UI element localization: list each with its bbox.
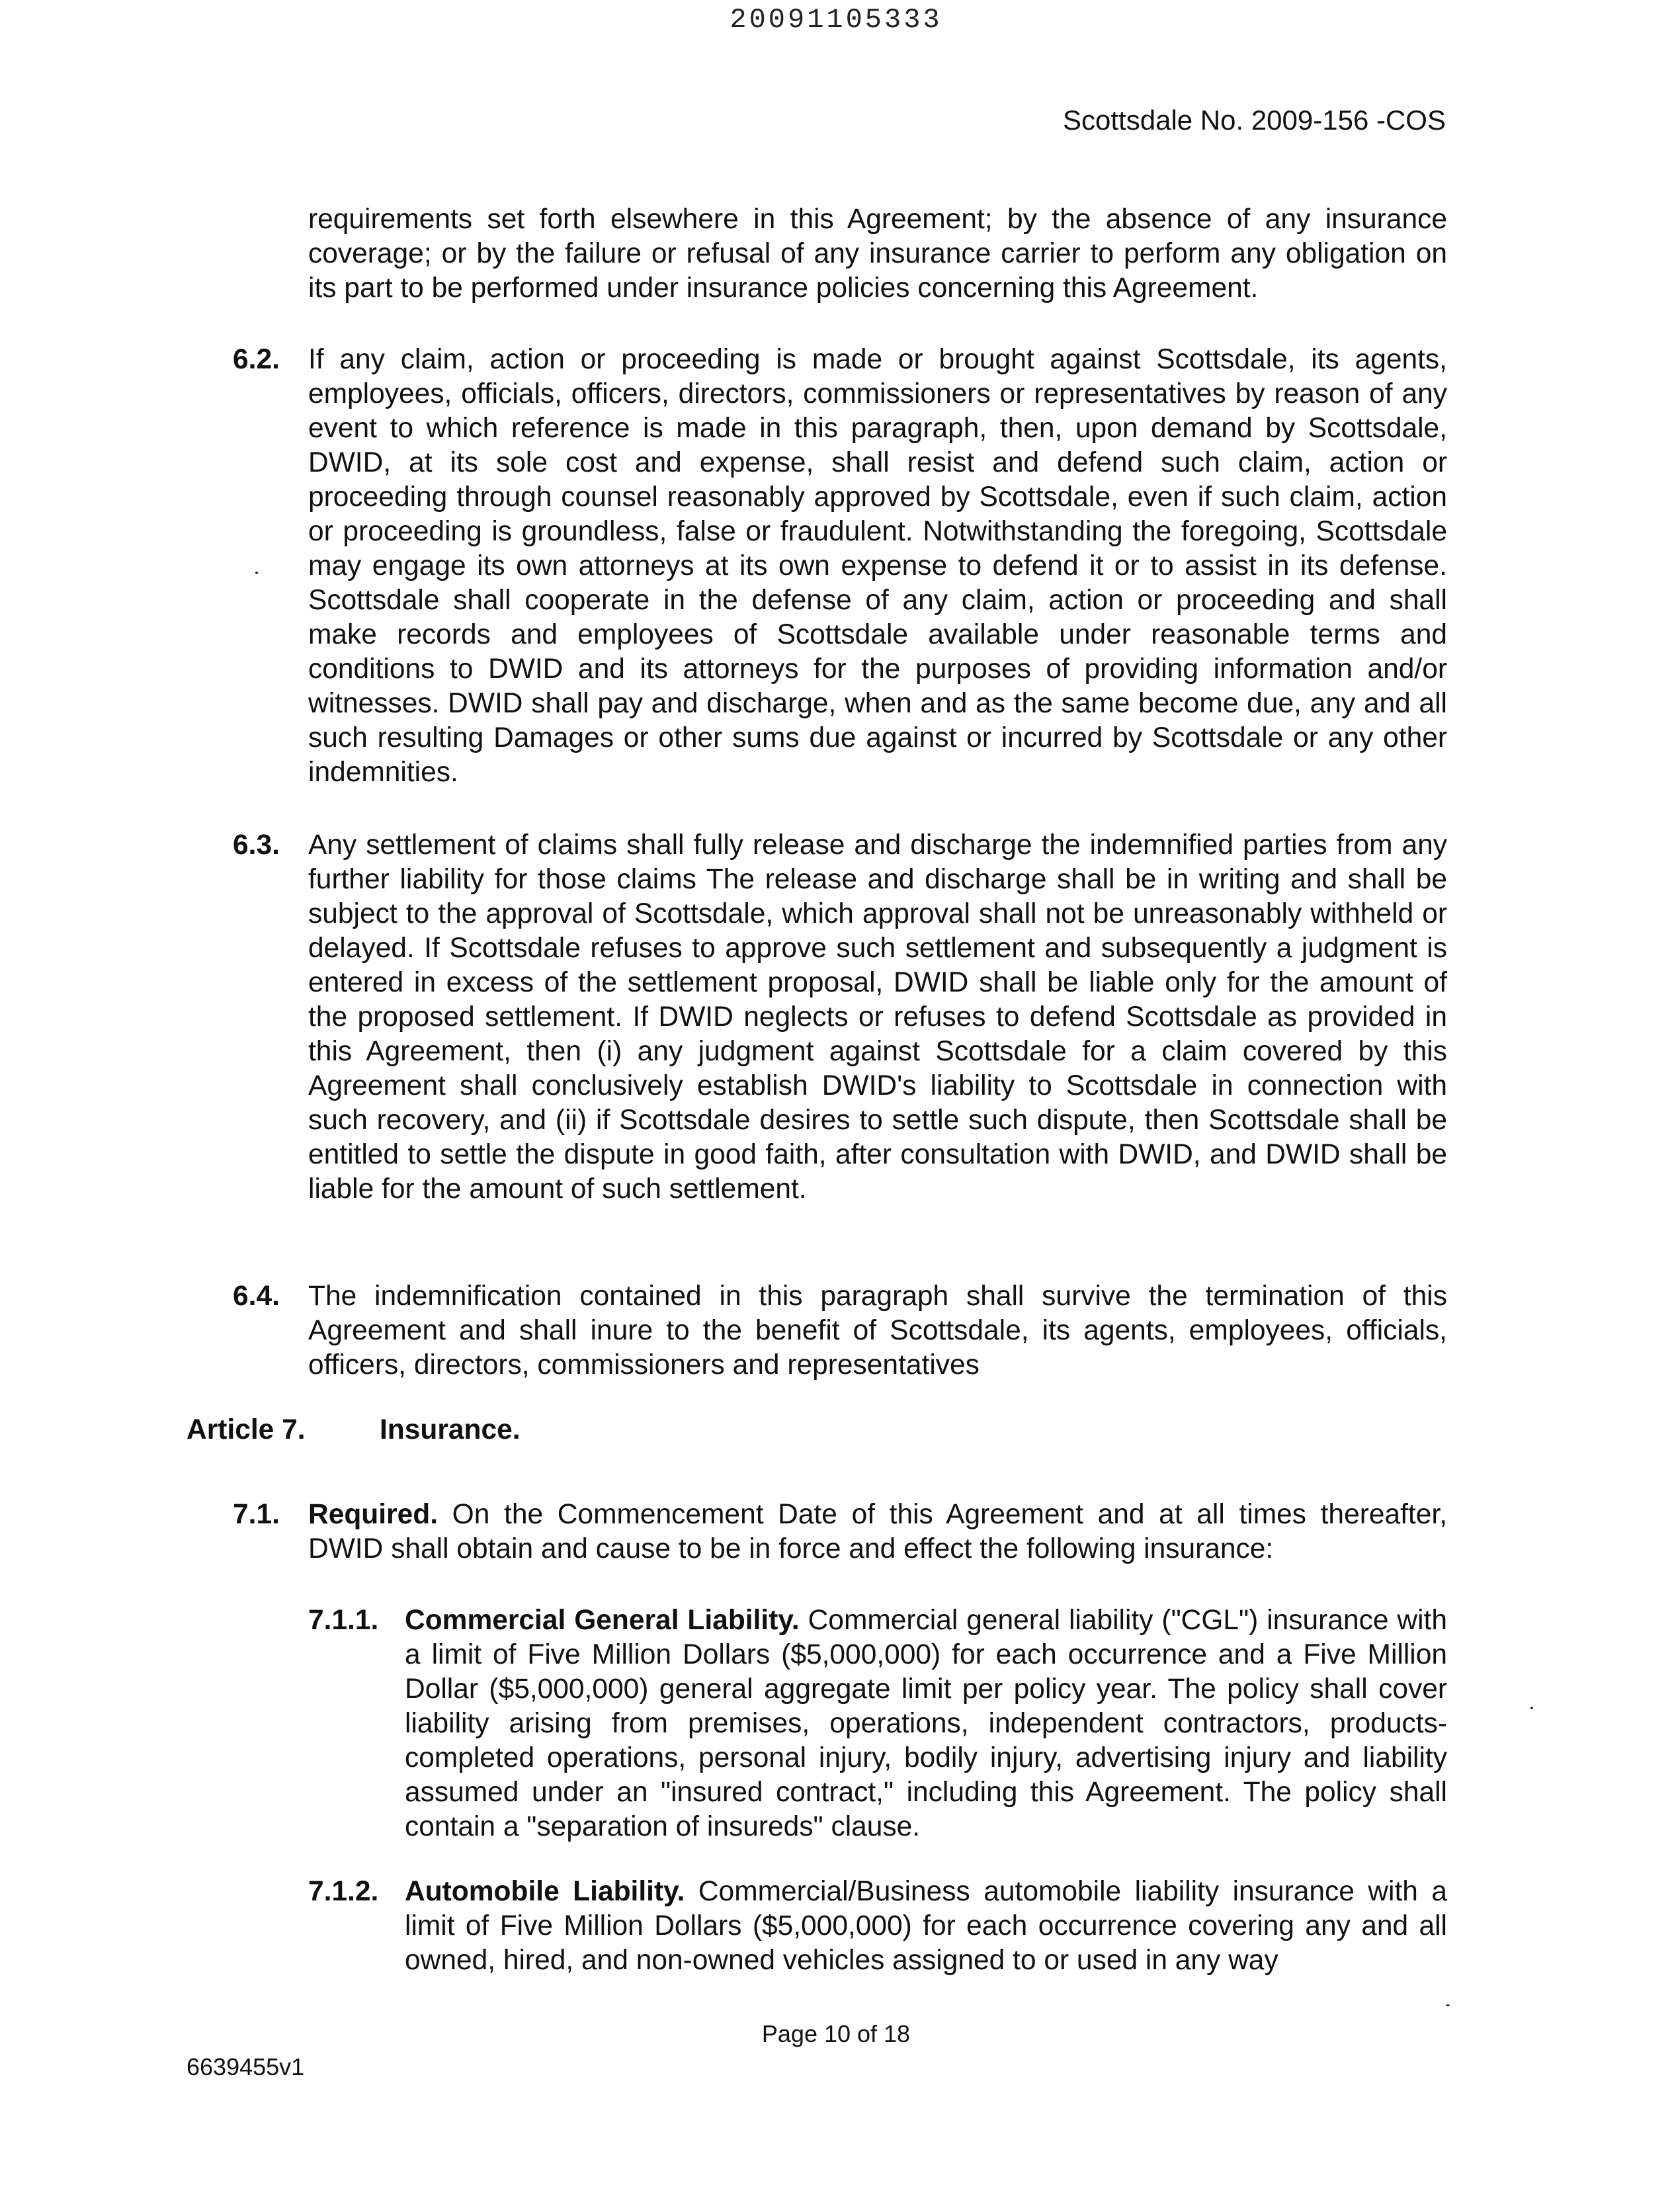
subsection-heading: Automobile Liability. bbox=[405, 1876, 685, 1907]
article-label: Article 7. bbox=[187, 1414, 306, 1445]
subsection-number: 7.1.1. bbox=[308, 1605, 379, 1636]
section-number: 6.2. bbox=[233, 344, 280, 375]
scan-speck bbox=[1446, 2004, 1450, 2006]
page-number: Page 10 of 18 bbox=[761, 2020, 911, 2047]
section-number: 6.4. bbox=[233, 1281, 280, 1312]
document-number: 20091105333 bbox=[730, 4, 942, 36]
section-number: 7.1. bbox=[233, 1499, 280, 1530]
header-reference: Scottsdale No. 2009-156 -COS bbox=[1063, 105, 1446, 136]
section-number: 6.3. bbox=[233, 830, 280, 861]
subsection-number: 7.1.2. bbox=[308, 1876, 379, 1907]
subsection-heading: Commercial General Liability. bbox=[405, 1605, 800, 1636]
section-text: If any claim, action or proceeding is made or brought against Scottsdale, its agents, employees, officials, officers, directors, commissioners or representatives by reason of any event to which reference is made in this paragraph, then, upon demand by Scottsdale, DWID, at its sole cost and expense, shall resist and defend such claim, action or proceeding through counsel reasonably approved by Scottsdale, even if such claim, action or proceeding is groundless, false or fraudulent. Notwithstanding the foregoing, Scottsdale may engage its own attorneys at its own expense to defend it or to assist in its defense. Scottsdale shall cooperate in the defense of any claim, action or proceeding and shall make records and employees of Scottsdale available under reasonable terms and conditions to DWID and its attorneys for the purposes of providing information and/or witnesses. DWID shall pay and discharge, when and as the same become due, any and all such resulting Damages or other sums due against or incurred by Scottsdale or any other indemnities. bbox=[308, 344, 1447, 788]
scan-speck bbox=[255, 572, 258, 574]
subsection-text bbox=[405, 1875, 1447, 1978]
continuation-paragraph: requirements set forth elsewhere in this Agreement; by the absence of any insurance coverage; or by the failure or refusal of any insurance carrier to perform any obligation on its part to be performed under insurance policies concerning this Agreement. bbox=[308, 204, 1447, 304]
section-heading: Required. bbox=[308, 1499, 439, 1530]
document-id: 6639455v1 bbox=[187, 2053, 305, 2080]
section-text: The indemnification contained in this paragraph shall survive the termination of this Agreement and shall inure to the benefit of Scottsdale, its agents, employees, officials, officers, directors, commissioners and representatives bbox=[308, 1281, 1447, 1381]
subsection-text bbox=[405, 1603, 1447, 1844]
section-body: On the Commencement Date of this Agreement and at all times thereafter, DWID shall obtain and cause to be in force and effect the following insurance: bbox=[308, 1499, 1447, 1564]
scan-speck bbox=[1530, 1707, 1533, 1709]
article-title: Insurance. bbox=[380, 1414, 521, 1445]
subsection-body: Commercial general liability ("CGL") insurance with a limit of Five Million Dollars ($5,000,000) for each occurrence and a Five Million Dollar ($5,000,000) general aggregate limit per policy year. The policy shall cover liability arising from premises, operations, independent contractors, products-completed operations, personal injury, bodily injury, advertising injury and liability assumed under an "insured contract," including this Agreement. The policy shall contain a "separation of insureds" clause. bbox=[405, 1605, 1447, 1842]
section-text: Any settlement of claims shall fully release and discharge the indemnified parties from any further liability for those claims The release and discharge shall be in writing and shall be subject to the approval of Scottsdale, which approval shall not be unreasonably withheld or delayed. If Scottsdale refuses to approve such settlement and subsequently a judgment is entered in excess of the settlement proposal, DWID shall be liable only for the amount of the proposed settlement. If DWID neglects or refuses to defend Scottsdale as provided in this Agreement, then (i) any judgment against Scottsdale for a claim covered by this Agreement shall conclusively establish DWID's liability to Scottsdale in connection with such recovery, and (ii) if Scottsdale desires to settle such dispute, then Scottsdale shall be entitled to settle the dispute in good faith, after consultation with DWID, and DWID shall be liable for the amount of such settlement. bbox=[308, 830, 1447, 1205]
section-text bbox=[308, 1498, 1447, 1566]
subsection-body: Commercial/Business automobile liability insurance with a limit of Five Million Dollars ($5,000,000) for each occurrence covering any and all owned, hired, and non-owned vehicles assigned to or used in any way bbox=[405, 1876, 1447, 1976]
